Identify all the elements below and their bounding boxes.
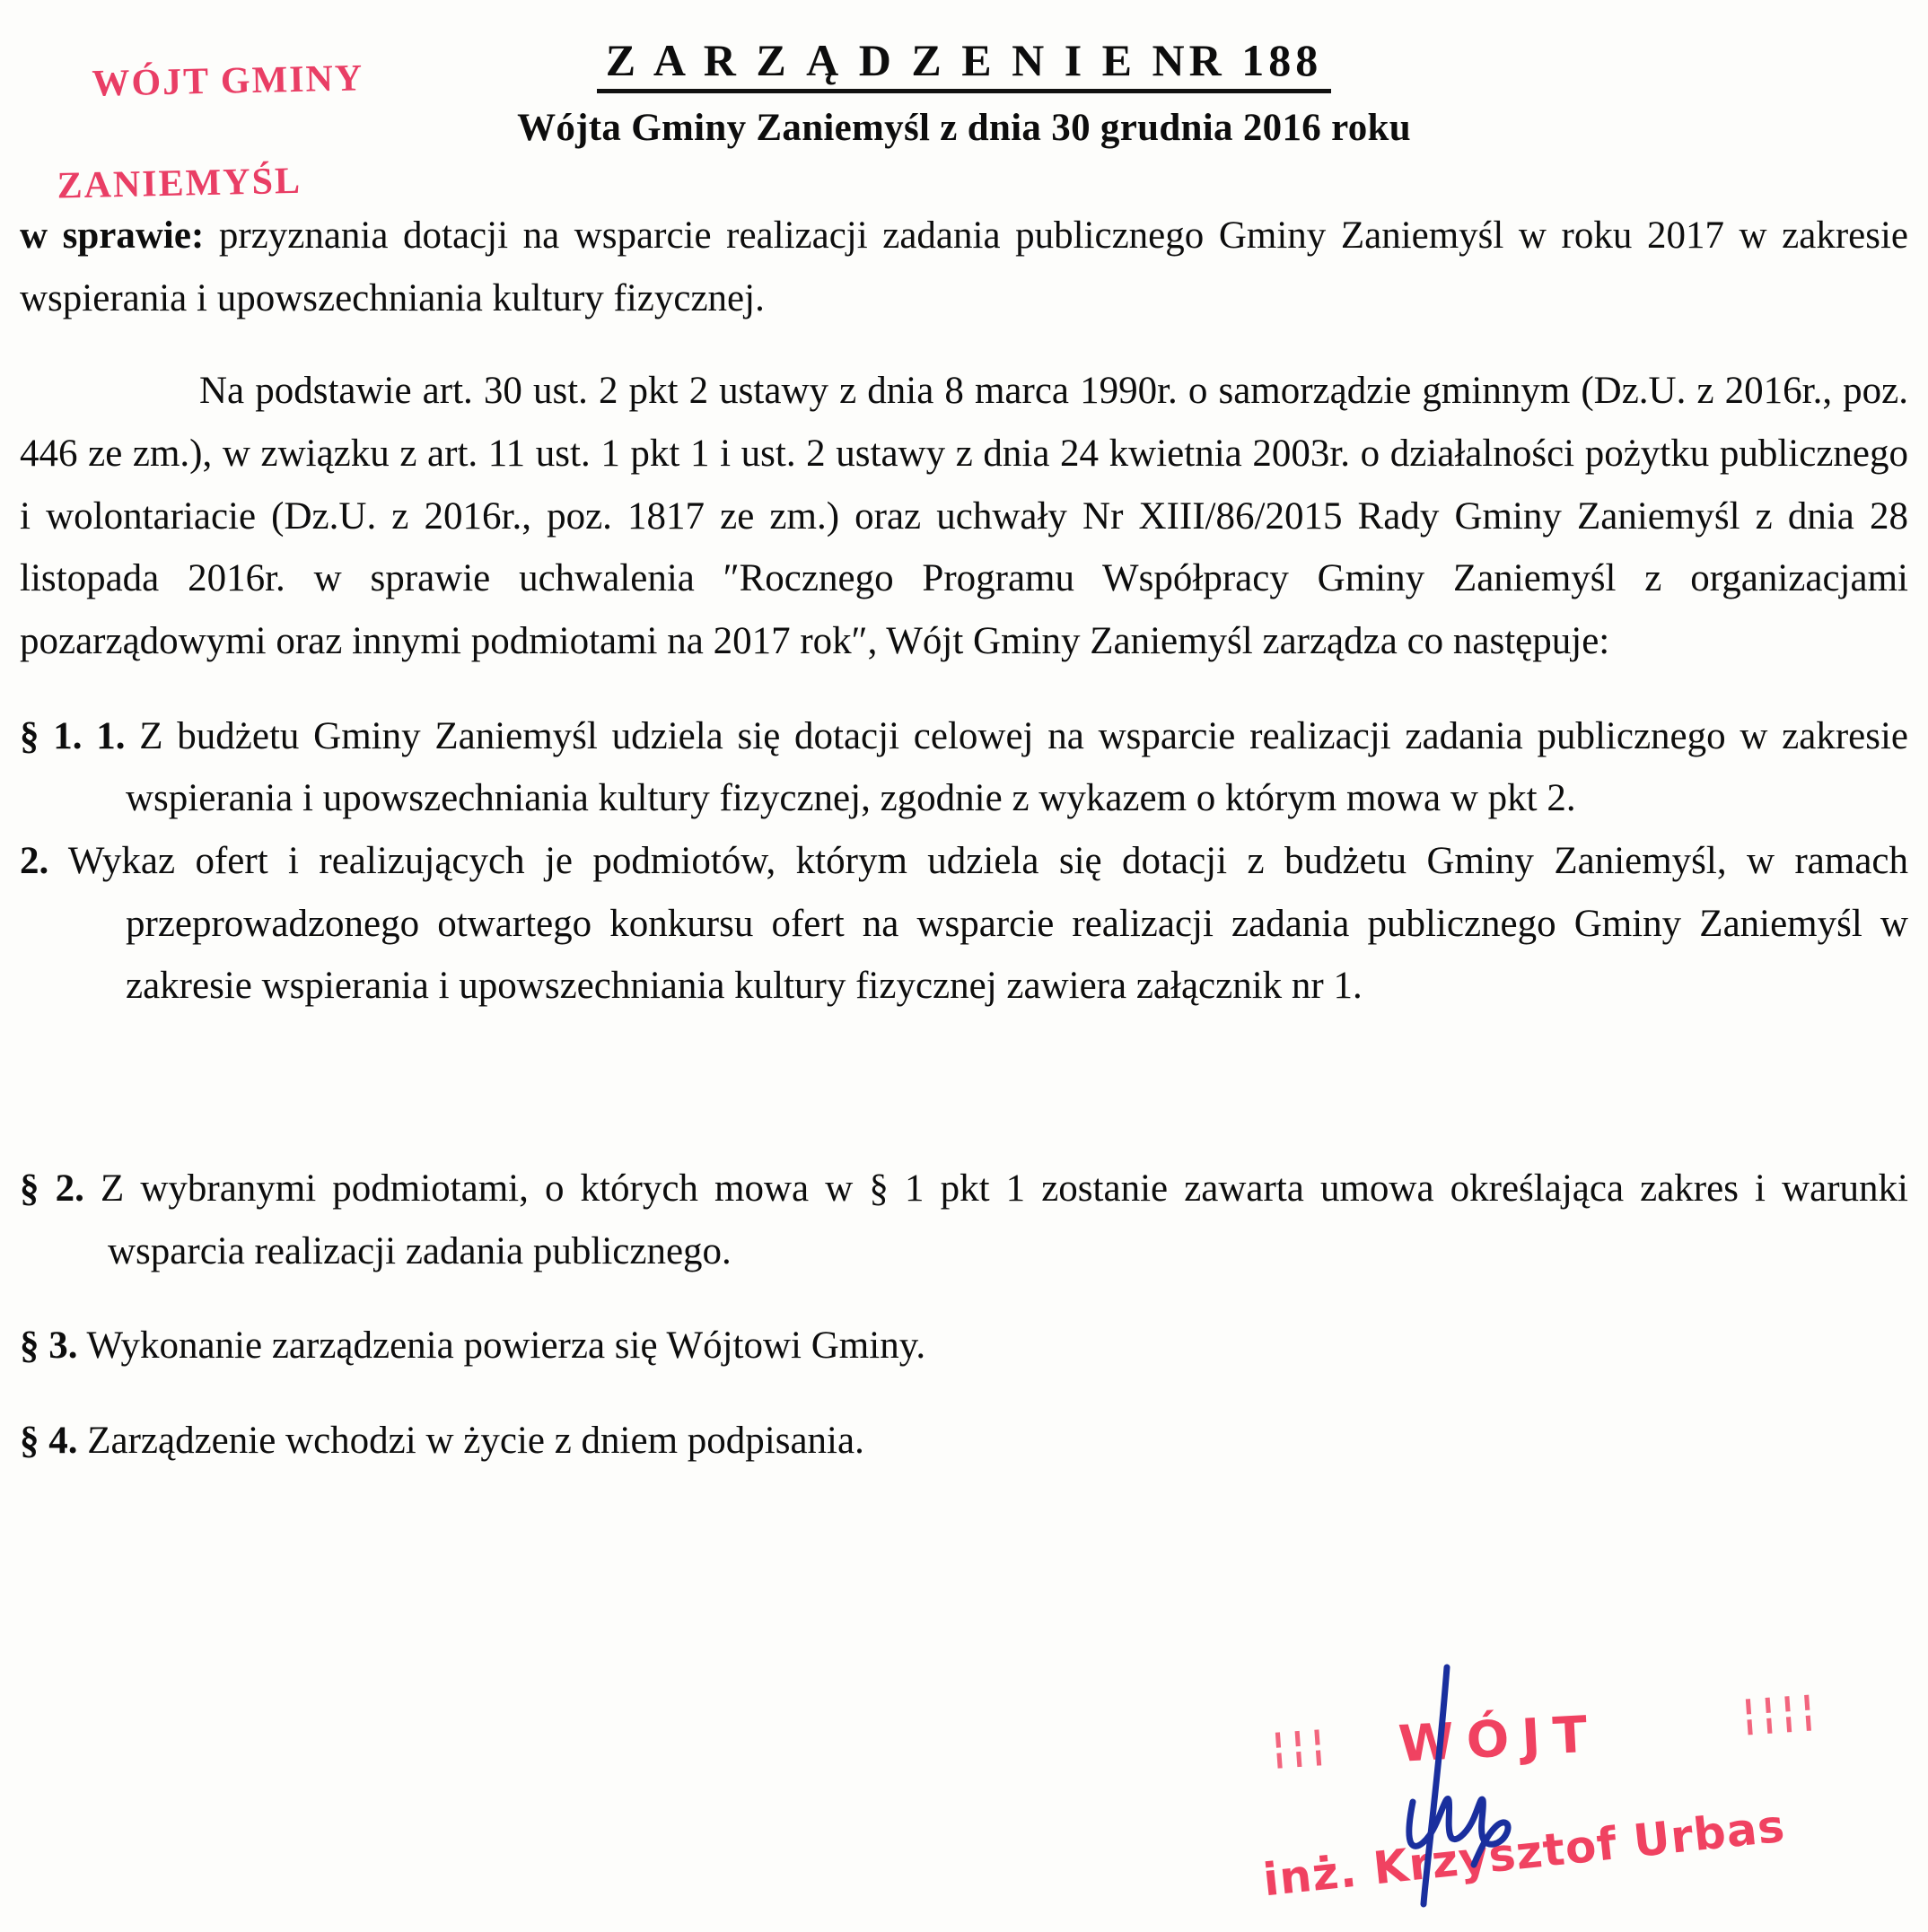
subject-paragraph: [20, 205, 1908, 329]
document-subtitle: Wójta Gminy Zaniemyśl z dnia 30 grudnia 2016 roku: [517, 107, 1411, 149]
signature-office-label: WÓJT: [1397, 1705, 1601, 1774]
section-2-marker: § 2.: [20, 1167, 84, 1210]
section-4-text: Zarządzenie wchodzi w życie z dniem podpisania.: [77, 1419, 864, 1462]
header-stamp-line-1: WÓJT GMINY: [92, 57, 364, 105]
subject-text: przyznania dotacji na wsparcie realizacji zadania publicznego Gminy Zaniemyśl w roku 2017 w zakresie wspierania i upowszechniania kultury fizycznej.: [20, 214, 1908, 319]
section-3-marker: § 3.: [20, 1324, 78, 1368]
section-1-point-1: [20, 705, 1908, 830]
signature-block: [1239, 1651, 1885, 1920]
legal-basis-paragraph: Na podstawie art. 30 ust. 2 pkt 2 ustawy z dnia 8 marca 1990r. o samorządzie gminnym (Dz.U. z 2016r., poz. 446 ze zm.), w związku z art. 11 ust. 1 pkt 1 i ust. 2 ustawy z dnia 24 kwietnia 2003r. o działalności pożytku publicznego i wolontariacie (Dz.U. z 2016r., poz. 1817 ze zm.) oraz uchwały Nr XIII/86/2015 Rady Gminy Zaniemyśl z dnia 28 listopada 2016r. w sprawie uchwalenia ″Rocznego Programu Współpracy Gminy Zaniemyśl z organizacjami pozarządowymi oraz innymi podmiotami na 2017 rok″, Wójt Gminy Zaniemyśl zarządza co następuje:: [20, 370, 1908, 662]
section-3-text: Wykonanie zarządzenia powierza się Wójtowi Gminy.: [77, 1324, 926, 1368]
title-block: [0, 36, 1928, 150]
section-1-point-2: [20, 830, 1908, 1018]
section-1-text: Z budżetu Gminy Zaniemyśl udziela się dotacji celowej na wsparcie realizacji zadania publicznego w zakresie wspierania i upowszechniania kultury fizycznej, zgodnie z wykazem o którym mowa w pkt 2.: [125, 714, 1909, 820]
header-stamp-line-2: ZANIEMYŚL: [57, 160, 302, 207]
stamp-edge-left-icon: ¦¦¦: [1269, 1718, 1332, 1772]
section-3: [20, 1315, 1908, 1377]
section-1-marker: § 1. 1.: [20, 714, 126, 757]
spacer: [20, 1018, 1908, 1125]
section-4: [20, 1410, 1908, 1473]
section-2: [20, 1158, 1908, 1282]
section-2-text: Z wybranymi podmiotami, o których mowa w § 1 pkt 1 zostanie zawarta umowa określająca zakres i warunki wsparcia realizacji zadania publicznego.: [83, 1167, 1908, 1272]
signature-name-label: inż. Krzysztof Urbas: [1260, 1799, 1788, 1907]
section-1-point-2-marker: 2.: [20, 839, 49, 882]
stamp-edge-right-icon: ¦¦¦¦: [1740, 1684, 1821, 1738]
section-1-point-2-text: Wykaz ofert i realizujących je podmiotów, którym udziela się dotacji z budżetu Gminy Zaniemyśl, w ramach przeprowadzonego otwartego konkursu ofert na wsparcie realizacji zadania publicznego Gminy Zaniemyśl w zakresie wspierania i upowszechniania kultury fizycznej zawiera załącznik nr 1.: [48, 839, 1908, 1008]
section-4-marker: § 4.: [20, 1419, 78, 1462]
subject-label: w sprawie:: [20, 214, 205, 257]
document-body: [20, 205, 1908, 1473]
document-title: Z A R Z Ą D Z E N I E NR 188: [597, 36, 1331, 93]
